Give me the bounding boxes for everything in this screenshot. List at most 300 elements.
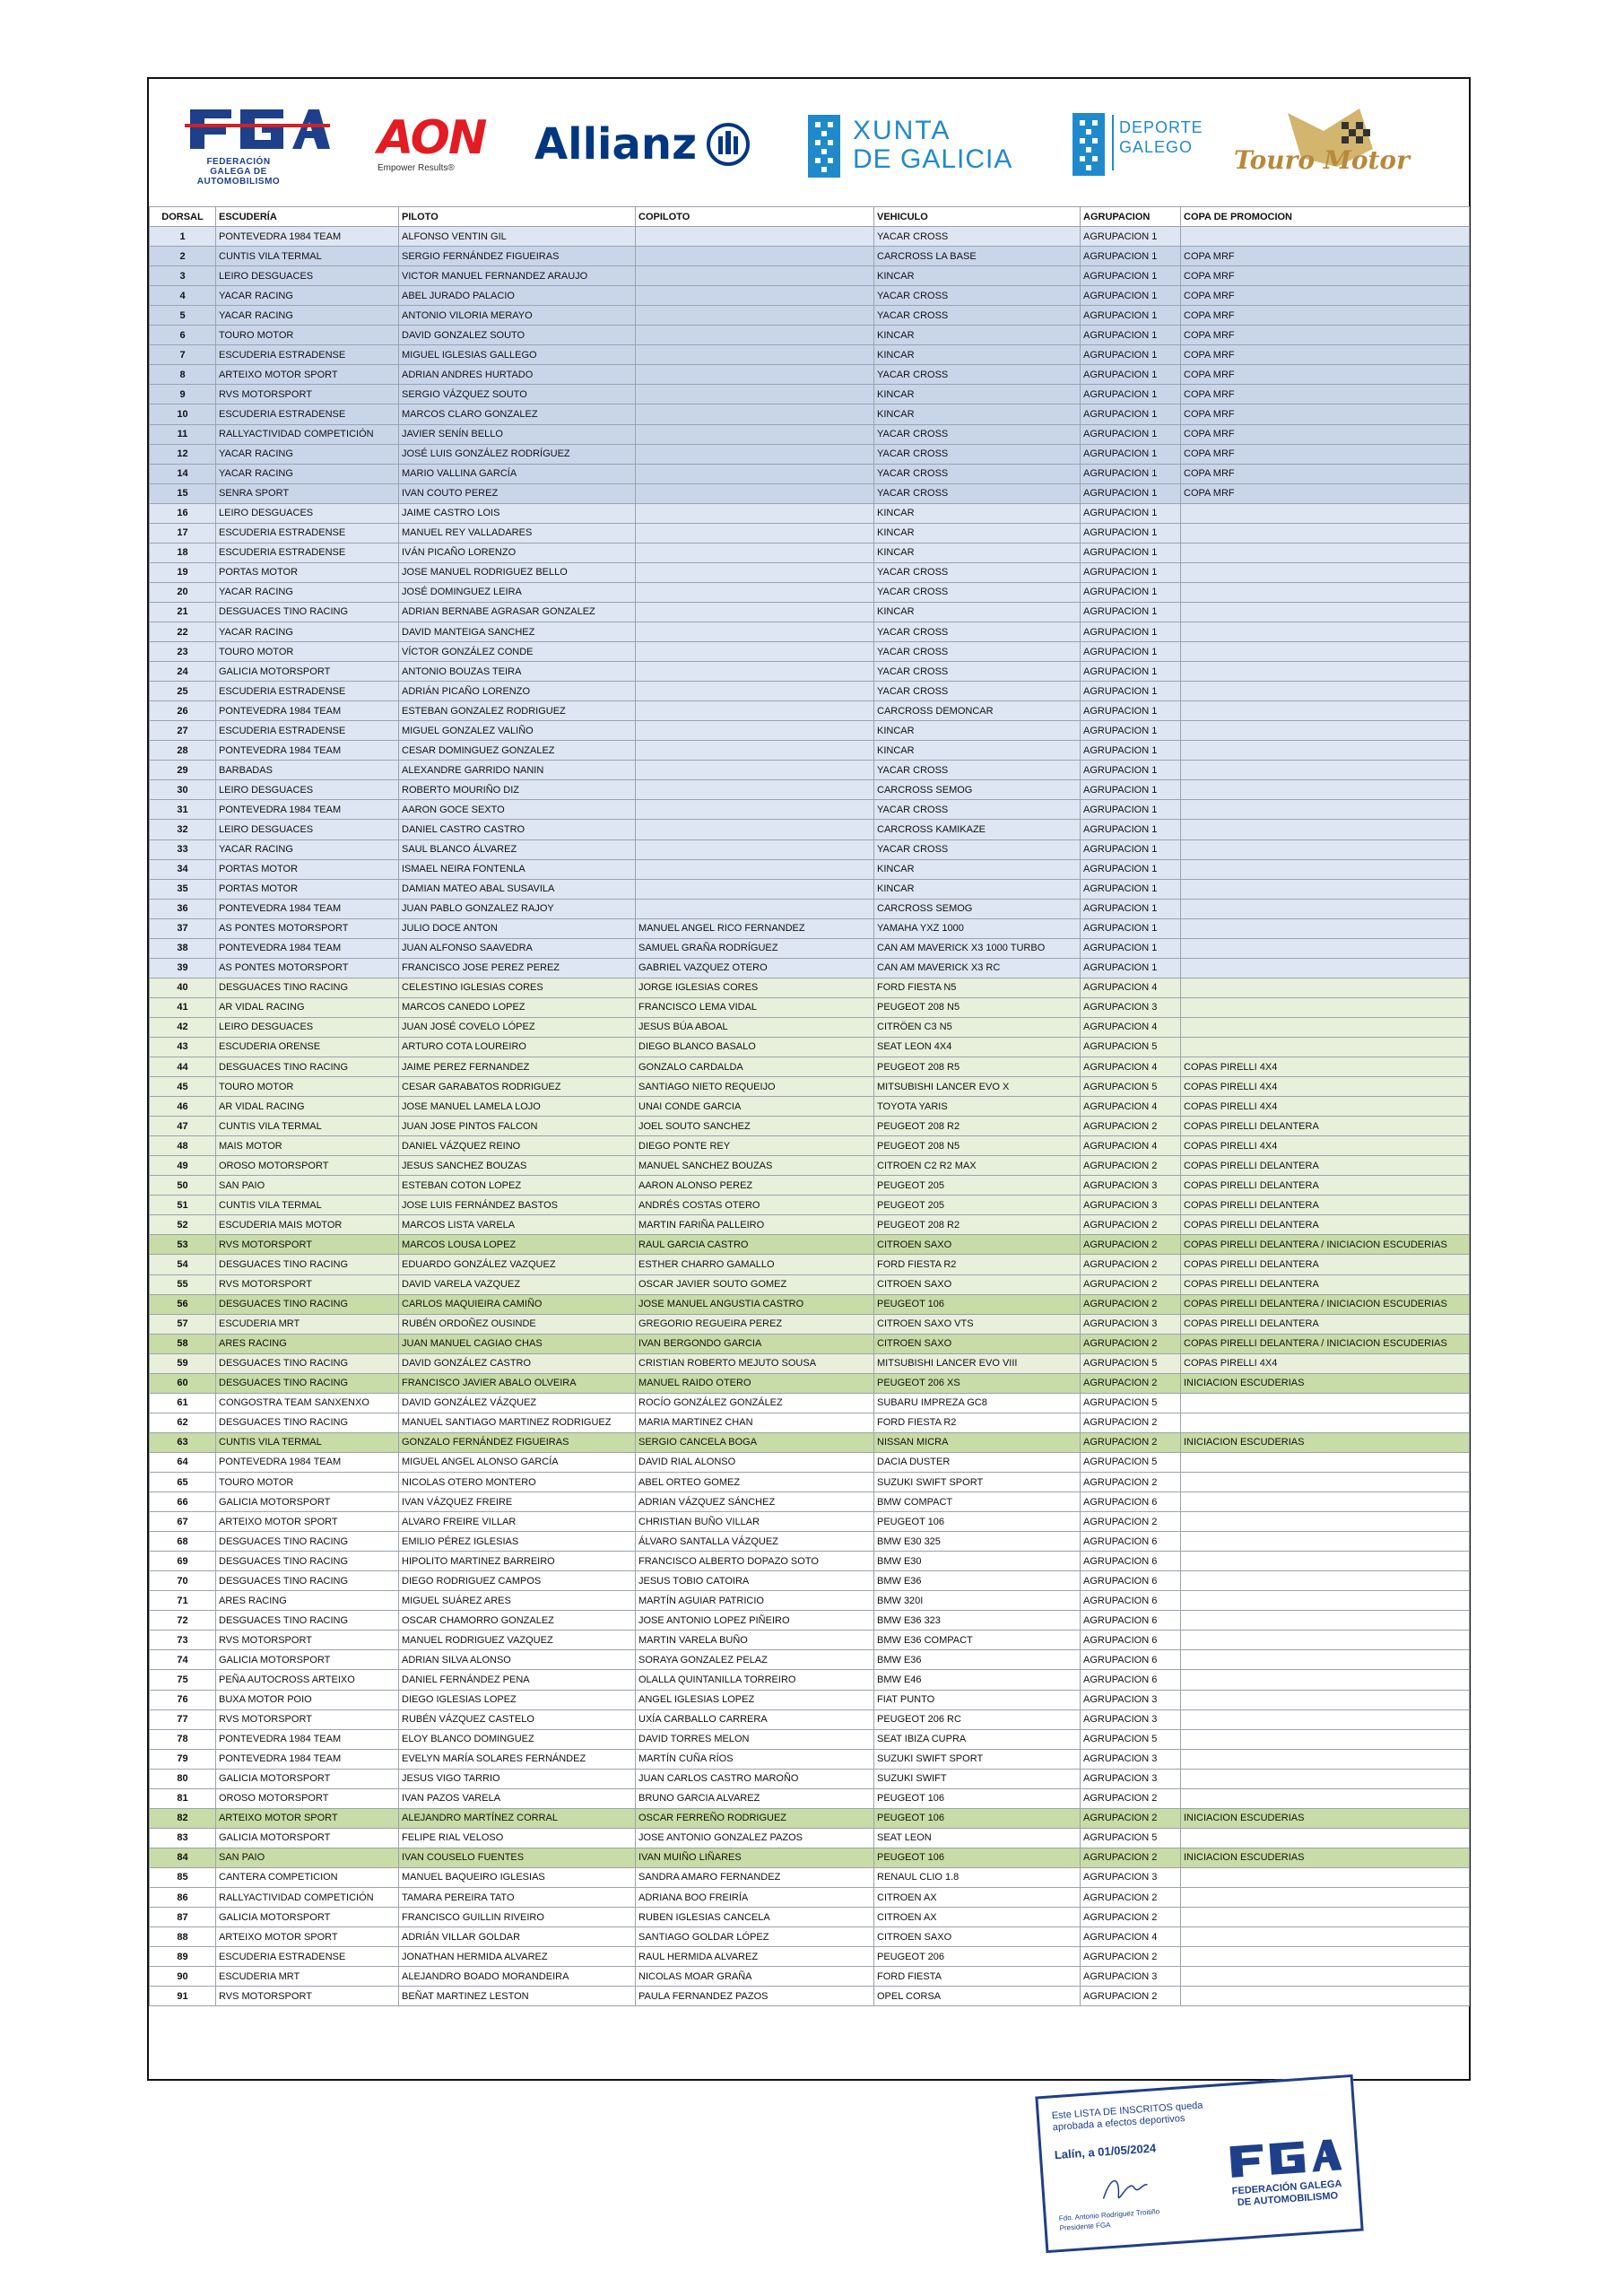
cell-piloto: DAVID GONZÁLEZ VÁZQUEZ bbox=[399, 1393, 636, 1413]
cell-piloto: CARLOS MAQUIEIRA CAMIÑO bbox=[399, 1294, 636, 1314]
cell-dorsal: 68 bbox=[150, 1532, 216, 1552]
table-row bbox=[150, 1492, 1470, 1512]
cell-dorsal: 45 bbox=[150, 1077, 216, 1097]
cell-piloto: DAVID GONZALEZ SOUTO bbox=[399, 326, 636, 345]
cell-piloto: DAMIAN MATEO ABAL SUSAVILA bbox=[399, 879, 636, 899]
cell-copiloto bbox=[636, 345, 874, 365]
table-row bbox=[150, 1432, 1470, 1452]
cell-copiloto bbox=[636, 642, 874, 662]
cell-agrupacion: AGRUPACION 1 bbox=[1081, 958, 1181, 978]
cell-dorsal: 90 bbox=[150, 1967, 216, 1987]
cell-copiloto: SERGIO CANCELA BOGA bbox=[636, 1432, 874, 1452]
cell-dorsal: 73 bbox=[150, 1631, 216, 1650]
header-dorsal: DORSAL bbox=[150, 207, 216, 227]
cell-dorsal: 91 bbox=[150, 1987, 216, 2006]
cell-piloto: BEÑAT MARTINEZ LESTON bbox=[399, 1987, 636, 2006]
cell-piloto: ALFONSO VENTIN GIL bbox=[399, 227, 636, 247]
cell-copiloto: OLALLA QUINTANILLA TORREIRO bbox=[636, 1670, 874, 1690]
cell-vehiculo: PEUGEOT 208 N5 bbox=[874, 997, 1081, 1017]
cell-dorsal: 24 bbox=[150, 662, 216, 682]
cell-dorsal: 54 bbox=[150, 1255, 216, 1274]
cell-escuderia: ESCUDERIA ORENSE bbox=[216, 1037, 399, 1057]
table-row bbox=[150, 1631, 1470, 1650]
table-row bbox=[150, 385, 1470, 404]
cell-piloto: CELESTINO IGLESIAS CORES bbox=[399, 978, 636, 997]
cell-agrupacion: AGRUPACION 2 bbox=[1081, 1334, 1181, 1353]
cell-piloto: JUAN ALFONSO SAAVEDRA bbox=[399, 938, 636, 958]
cell-dorsal: 64 bbox=[150, 1452, 216, 1472]
cell-agrupacion: AGRUPACION 1 bbox=[1081, 543, 1181, 562]
xunta-logo bbox=[808, 113, 1032, 180]
cell-escuderia: LEIRO DESGUACES bbox=[216, 780, 399, 800]
cell-vehiculo: SUBARU IMPREZA GC8 bbox=[874, 1393, 1081, 1413]
cell-agrupacion: AGRUPACION 1 bbox=[1081, 701, 1181, 721]
cell-copa bbox=[1181, 1017, 1470, 1037]
cell-dorsal: 10 bbox=[150, 404, 216, 424]
cell-dorsal: 47 bbox=[150, 1117, 216, 1136]
cell-dorsal: 61 bbox=[150, 1393, 216, 1413]
cell-copiloto bbox=[636, 859, 874, 879]
table-row bbox=[150, 1314, 1470, 1334]
cell-piloto: ADRIAN SILVA ALONSO bbox=[399, 1650, 636, 1670]
cell-copiloto: ABEL ORTEO GOMEZ bbox=[636, 1473, 874, 1492]
cell-copiloto: IVAN MUIÑO LIÑARES bbox=[636, 1848, 874, 1867]
cell-copa bbox=[1181, 543, 1470, 562]
cell-piloto: OSCAR CHAMORRO GONZALEZ bbox=[399, 1611, 636, 1631]
cell-agrupacion: AGRUPACION 2 bbox=[1081, 1294, 1181, 1314]
cell-escuderia: CUNTIS VILA TERMAL bbox=[216, 247, 399, 266]
table-row bbox=[150, 997, 1470, 1017]
cell-agrupacion: AGRUPACION 1 bbox=[1081, 424, 1181, 444]
cell-copa bbox=[1181, 701, 1470, 721]
table-row bbox=[150, 602, 1470, 622]
cell-piloto: IVAN COUTO PEREZ bbox=[399, 483, 636, 503]
cell-copiloto bbox=[636, 582, 874, 602]
cell-vehiculo: YACAR CROSS bbox=[874, 642, 1081, 662]
cell-dorsal: 17 bbox=[150, 523, 216, 543]
table-row bbox=[150, 820, 1470, 839]
cell-agrupacion: AGRUPACION 2 bbox=[1081, 1908, 1181, 1927]
cell-copa bbox=[1181, 1413, 1470, 1432]
cell-copiloto bbox=[636, 503, 874, 523]
cell-dorsal: 66 bbox=[150, 1492, 216, 1512]
cell-copa bbox=[1181, 503, 1470, 523]
cell-escuderia: DESGUACES TINO RACING bbox=[216, 1373, 399, 1393]
cell-agrupacion: AGRUPACION 1 bbox=[1081, 662, 1181, 682]
cell-dorsal: 15 bbox=[150, 483, 216, 503]
cell-agrupacion: AGRUPACION 3 bbox=[1081, 1967, 1181, 1987]
cell-dorsal: 7 bbox=[150, 345, 216, 365]
cell-copiloto: ROCÍO GONZÁLEZ GONZÁLEZ bbox=[636, 1393, 874, 1413]
cell-piloto: MANUEL BAQUEIRO IGLESIAS bbox=[399, 1867, 636, 1887]
cell-dorsal: 36 bbox=[150, 899, 216, 918]
cell-agrupacion: AGRUPACION 1 bbox=[1081, 780, 1181, 800]
cell-copa: COPAS PIRELLI DELANTERA bbox=[1181, 1314, 1470, 1334]
header-agrupacion: AGRUPACION bbox=[1081, 207, 1181, 227]
cell-escuderia: DESGUACES TINO RACING bbox=[216, 1611, 399, 1631]
table-body bbox=[150, 227, 1470, 2006]
cell-piloto: JUAN JOSE PINTOS FALCON bbox=[399, 1117, 636, 1136]
cell-vehiculo: PEUGEOT 208 R2 bbox=[874, 1117, 1081, 1136]
table-row bbox=[150, 662, 1470, 682]
cell-copa bbox=[1181, 1927, 1470, 1947]
cell-vehiculo: FORD FIESTA R2 bbox=[874, 1255, 1081, 1274]
cell-copa: COPAS PIRELLI 4X4 bbox=[1181, 1353, 1470, 1373]
table-row bbox=[150, 582, 1470, 602]
table-row bbox=[150, 227, 1470, 247]
cell-dorsal: 9 bbox=[150, 385, 216, 404]
cell-dorsal: 76 bbox=[150, 1690, 216, 1709]
cell-vehiculo: OPEL CORSA bbox=[874, 1987, 1081, 2006]
table-row bbox=[150, 1117, 1470, 1136]
cell-vehiculo: YACAR CROSS bbox=[874, 464, 1081, 483]
cell-dorsal: 39 bbox=[150, 958, 216, 978]
cell-copa bbox=[1181, 582, 1470, 602]
cell-escuderia: PONTEVEDRA 1984 TEAM bbox=[216, 701, 399, 721]
cell-escuderia: TOURO MOTOR bbox=[216, 642, 399, 662]
cell-vehiculo: BMW E36 bbox=[874, 1571, 1081, 1591]
cell-copa: COPAS PIRELLI DELANTERA bbox=[1181, 1117, 1470, 1136]
table-row bbox=[150, 780, 1470, 800]
cell-vehiculo: PEUGEOT 106 bbox=[874, 1294, 1081, 1314]
cell-copa bbox=[1181, 978, 1470, 997]
cell-dorsal: 86 bbox=[150, 1887, 216, 1907]
cell-vehiculo: SUZUKI SWIFT SPORT bbox=[874, 1473, 1081, 1492]
cell-agrupacion: AGRUPACION 2 bbox=[1081, 1255, 1181, 1274]
cell-piloto: VICTOR MANUEL FERNANDEZ ARAUJO bbox=[399, 266, 636, 286]
cell-copiloto bbox=[636, 780, 874, 800]
cell-copiloto: CHRISTIAN BUÑO VILLAR bbox=[636, 1512, 874, 1532]
cell-escuderia: YACAR RACING bbox=[216, 622, 399, 641]
table-row bbox=[150, 1769, 1470, 1788]
cell-escuderia: PONTEVEDRA 1984 TEAM bbox=[216, 741, 399, 761]
cell-piloto: RUBÉN ORDOÑEZ OUSINDE bbox=[399, 1314, 636, 1334]
cell-dorsal: 53 bbox=[150, 1235, 216, 1255]
cell-copa bbox=[1181, 1611, 1470, 1631]
cell-vehiculo: CAN AM MAVERICK X3 RC bbox=[874, 958, 1081, 978]
cell-copa bbox=[1181, 622, 1470, 641]
stamp-fga-name: FEDERACIÓN GALEGA DE AUTOMOBILISMO bbox=[1231, 2178, 1342, 2209]
cell-dorsal: 19 bbox=[150, 562, 216, 582]
cell-copa bbox=[1181, 938, 1470, 958]
cell-copa: COPAS PIRELLI 4X4 bbox=[1181, 1136, 1470, 1156]
cell-piloto: HIPOLITO MARTINEZ BARREIRO bbox=[399, 1552, 636, 1571]
cell-escuderia: DESGUACES TINO RACING bbox=[216, 1294, 399, 1314]
cell-dorsal: 55 bbox=[150, 1274, 216, 1294]
cell-piloto: FELIPE RIAL VELOSO bbox=[399, 1828, 636, 1848]
cell-copiloto bbox=[636, 483, 874, 503]
cell-agrupacion: AGRUPACION 2 bbox=[1081, 1473, 1181, 1492]
cell-agrupacion: AGRUPACION 1 bbox=[1081, 839, 1181, 859]
cell-dorsal: 37 bbox=[150, 918, 216, 938]
cell-copiloto: SANTIAGO GOLDAR LÓPEZ bbox=[636, 1927, 874, 1947]
cell-vehiculo: FORD FIESTA N5 bbox=[874, 978, 1081, 997]
cell-vehiculo: MITSUBISHI LANCER EVO X bbox=[874, 1077, 1081, 1097]
cell-escuderia: PONTEVEDRA 1984 TEAM bbox=[216, 899, 399, 918]
cell-copa bbox=[1181, 1749, 1470, 1769]
table-row bbox=[150, 1294, 1470, 1314]
cell-copiloto: AARON ALONSO PEREZ bbox=[636, 1176, 874, 1196]
cell-escuderia: ESCUDERIA MRT bbox=[216, 1314, 399, 1334]
cell-piloto: JULIO DOCE ANTON bbox=[399, 918, 636, 938]
cell-escuderia: YACAR RACING bbox=[216, 444, 399, 464]
cell-copa: COPA MRF bbox=[1181, 286, 1470, 306]
cell-copiloto: MARTÍN AGUIAR PATRICIO bbox=[636, 1591, 874, 1611]
cell-vehiculo: YACAR CROSS bbox=[874, 483, 1081, 503]
cell-piloto: RUBÉN VÁZQUEZ CASTELO bbox=[399, 1709, 636, 1729]
cell-piloto: SERGIO FERNÁNDEZ FIGUEIRAS bbox=[399, 247, 636, 266]
aon-logo-tagline: Empower Results® bbox=[378, 163, 455, 173]
cell-vehiculo: DACIA DUSTER bbox=[874, 1452, 1081, 1472]
cell-dorsal: 69 bbox=[150, 1552, 216, 1571]
cell-dorsal: 59 bbox=[150, 1353, 216, 1373]
cell-copa: COPAS PIRELLI DELANTERA bbox=[1181, 1215, 1470, 1235]
cell-vehiculo: CARCROSS KAMIKAZE bbox=[874, 820, 1081, 839]
cell-agrupacion: AGRUPACION 1 bbox=[1081, 306, 1181, 326]
cell-escuderia: PONTEVEDRA 1984 TEAM bbox=[216, 1749, 399, 1769]
table-row bbox=[150, 1017, 1470, 1037]
cell-agrupacion: AGRUPACION 1 bbox=[1081, 444, 1181, 464]
cell-vehiculo: KINCAR bbox=[874, 721, 1081, 741]
stamp-signer: Fdo. Antonio Rodríguez Troitiño bbox=[1058, 2207, 1160, 2223]
cell-copiloto: ÁLVARO SANTALLA VÁZQUEZ bbox=[636, 1532, 874, 1552]
table-row bbox=[150, 1709, 1470, 1729]
cell-copiloto: RAUL HERMIDA ALVAREZ bbox=[636, 1947, 874, 1967]
cell-vehiculo: KINCAR bbox=[874, 523, 1081, 543]
table-row bbox=[150, 701, 1470, 721]
cell-dorsal: 5 bbox=[150, 306, 216, 326]
cell-agrupacion: AGRUPACION 1 bbox=[1081, 859, 1181, 879]
cell-vehiculo: CITROEN SAXO bbox=[874, 1274, 1081, 1294]
cell-dorsal: 85 bbox=[150, 1867, 216, 1887]
cell-agrupacion: AGRUPACION 1 bbox=[1081, 820, 1181, 839]
cell-dorsal: 77 bbox=[150, 1709, 216, 1729]
table-row bbox=[150, 1552, 1470, 1571]
cell-piloto: SERGIO VÁZQUEZ SOUTO bbox=[399, 385, 636, 404]
cell-agrupacion: AGRUPACION 6 bbox=[1081, 1611, 1181, 1631]
table-row bbox=[150, 938, 1470, 958]
cell-dorsal: 46 bbox=[150, 1097, 216, 1117]
cell-piloto: TAMARA PEREIRA TATO bbox=[399, 1887, 636, 1907]
cell-copiloto: SAMUEL GRAÑA RODRÍGUEZ bbox=[636, 938, 874, 958]
deporte-galego-crest-icon bbox=[1073, 113, 1105, 176]
cell-copiloto bbox=[636, 266, 874, 286]
cell-escuderia: PONTEVEDRA 1984 TEAM bbox=[216, 938, 399, 958]
table-row bbox=[150, 1235, 1470, 1255]
cell-piloto: FRANCISCO JOSE PEREZ PEREZ bbox=[399, 958, 636, 978]
cell-vehiculo: PEUGEOT 106 bbox=[874, 1808, 1081, 1828]
cell-escuderia: DESGUACES TINO RACING bbox=[216, 1552, 399, 1571]
table-row bbox=[150, 1274, 1470, 1294]
cell-piloto: JAIME CASTRO LOIS bbox=[399, 503, 636, 523]
table-row bbox=[150, 1512, 1470, 1532]
cell-dorsal: 56 bbox=[150, 1294, 216, 1314]
cell-piloto: EMILIO PÉREZ IGLESIAS bbox=[399, 1532, 636, 1552]
cell-agrupacion: AGRUPACION 2 bbox=[1081, 1808, 1181, 1828]
table-row bbox=[150, 978, 1470, 997]
cell-copa: COPA MRF bbox=[1181, 247, 1470, 266]
cell-piloto: ADRIAN ANDRES HURTADO bbox=[399, 365, 636, 385]
cell-escuderia: ARES RACING bbox=[216, 1334, 399, 1353]
cell-dorsal: 3 bbox=[150, 266, 216, 286]
deporte-line2: GALEGO bbox=[1119, 138, 1194, 156]
cell-piloto: MANUEL RODRIGUEZ VAZQUEZ bbox=[399, 1631, 636, 1650]
cell-dorsal: 34 bbox=[150, 859, 216, 879]
cell-dorsal: 38 bbox=[150, 938, 216, 958]
cell-vehiculo: CITROEN SAXO bbox=[874, 1235, 1081, 1255]
table-row bbox=[150, 1828, 1470, 1848]
cell-copiloto bbox=[636, 899, 874, 918]
cell-copiloto bbox=[636, 523, 874, 543]
cell-copiloto bbox=[636, 306, 874, 326]
cell-vehiculo: YACAR CROSS bbox=[874, 800, 1081, 820]
table-row bbox=[150, 642, 1470, 662]
cell-piloto: ABEL JURADO PALACIO bbox=[399, 286, 636, 306]
cell-copa bbox=[1181, 602, 1470, 622]
cell-vehiculo: SEAT LEON 4X4 bbox=[874, 1037, 1081, 1057]
fga-logo-mark bbox=[185, 106, 333, 152]
table-row bbox=[150, 365, 1470, 385]
cell-dorsal: 12 bbox=[150, 444, 216, 464]
cell-piloto: ESTEBAN GONZALEZ RODRIGUEZ bbox=[399, 701, 636, 721]
cell-copa: COPA MRF bbox=[1181, 483, 1470, 503]
cell-dorsal: 48 bbox=[150, 1136, 216, 1156]
allianz-logo bbox=[534, 119, 768, 173]
cell-piloto: ARTURO COTA LOUREIRO bbox=[399, 1037, 636, 1057]
cell-escuderia: PEÑA AUTOCROSS ARTEIXO bbox=[216, 1670, 399, 1690]
cell-piloto: ISMAEL NEIRA FONTENLA bbox=[399, 859, 636, 879]
cell-escuderia: RALLYACTIVIDAD COMPETICIÓN bbox=[216, 1887, 399, 1907]
cell-copa bbox=[1181, 859, 1470, 879]
cell-vehiculo: PEUGEOT 208 R2 bbox=[874, 1215, 1081, 1235]
stamp-approval-text: Este LISTA DE INSCRITOS queda aprobada a efectos deportivos bbox=[1051, 2100, 1203, 2134]
cell-piloto: ADRIÁN PICAÑO LORENZO bbox=[399, 682, 636, 701]
cell-escuderia: ARES RACING bbox=[216, 1591, 399, 1611]
table-row bbox=[150, 286, 1470, 306]
cell-dorsal: 87 bbox=[150, 1908, 216, 1927]
cell-agrupacion: AGRUPACION 5 bbox=[1081, 1077, 1181, 1097]
cell-escuderia: CUNTIS VILA TERMAL bbox=[216, 1432, 399, 1452]
cell-copiloto bbox=[636, 820, 874, 839]
header-piloto: PILOTO bbox=[399, 207, 636, 227]
cell-copa bbox=[1181, 1393, 1470, 1413]
cell-piloto: MIGUEL GONZALEZ VALIÑO bbox=[399, 721, 636, 741]
table-row bbox=[150, 1215, 1470, 1235]
cell-copa: COPAS PIRELLI DELANTERA bbox=[1181, 1255, 1470, 1274]
cell-vehiculo: YAMAHA YXZ 1000 bbox=[874, 918, 1081, 938]
cell-vehiculo: BMW E36 bbox=[874, 1650, 1081, 1670]
header-escuderia: ESCUDERÍA bbox=[216, 207, 399, 227]
cell-vehiculo: PEUGEOT 206 RC bbox=[874, 1709, 1081, 1729]
table-row bbox=[150, 1650, 1470, 1670]
cell-copiloto: ESTHER CHARRO GAMALLO bbox=[636, 1255, 874, 1274]
cell-vehiculo: KINCAR bbox=[874, 543, 1081, 562]
cell-copiloto: RAUL GARCIA CASTRO bbox=[636, 1235, 874, 1255]
table-row bbox=[150, 918, 1470, 938]
cell-agrupacion: AGRUPACION 1 bbox=[1081, 464, 1181, 483]
cell-agrupacion: AGRUPACION 1 bbox=[1081, 622, 1181, 641]
cell-copiloto bbox=[636, 622, 874, 641]
cell-vehiculo: PEUGEOT 206 XS bbox=[874, 1373, 1081, 1393]
header-vehiculo: VEHICULO bbox=[874, 207, 1081, 227]
cell-dorsal: 71 bbox=[150, 1591, 216, 1611]
cell-piloto: CESAR DOMINGUEZ GONZALEZ bbox=[399, 741, 636, 761]
cell-copa bbox=[1181, 820, 1470, 839]
table-row bbox=[150, 859, 1470, 879]
cell-piloto: ESTEBAN COTON LOPEZ bbox=[399, 1176, 636, 1196]
cell-escuderia: ESCUDERIA ESTRADENSE bbox=[216, 721, 399, 741]
cell-piloto: ANTONIO BOUZAS TEIRA bbox=[399, 662, 636, 682]
cell-escuderia: DESGUACES TINO RACING bbox=[216, 1057, 399, 1077]
cell-piloto: ROBERTO MOURIÑO DIZ bbox=[399, 780, 636, 800]
cell-agrupacion: AGRUPACION 6 bbox=[1081, 1591, 1181, 1611]
cell-vehiculo: BMW E46 bbox=[874, 1670, 1081, 1690]
cell-piloto: JUAN JOSÉ COVELO LÓPEZ bbox=[399, 1017, 636, 1037]
cell-copa: COPA MRF bbox=[1181, 444, 1470, 464]
cell-copa bbox=[1181, 1037, 1470, 1057]
cell-agrupacion: AGRUPACION 1 bbox=[1081, 602, 1181, 622]
cell-dorsal: 2 bbox=[150, 247, 216, 266]
table-row bbox=[150, 1373, 1470, 1393]
cell-copa bbox=[1181, 1769, 1470, 1788]
cell-copiloto: ADRIANA BOO FREIRÍA bbox=[636, 1887, 874, 1907]
cell-agrupacion: AGRUPACION 6 bbox=[1081, 1552, 1181, 1571]
cell-escuderia: PORTAS MOTOR bbox=[216, 562, 399, 582]
table-row bbox=[150, 247, 1470, 266]
cell-agrupacion: AGRUPACION 4 bbox=[1081, 1057, 1181, 1077]
cell-copa bbox=[1181, 227, 1470, 247]
cell-piloto: JOSE MANUEL LAMELA LOJO bbox=[399, 1097, 636, 1117]
cell-copiloto: JOSE ANTONIO GONZALEZ PAZOS bbox=[636, 1828, 874, 1848]
cell-escuderia: MAIS MOTOR bbox=[216, 1136, 399, 1156]
cell-agrupacion: AGRUPACION 2 bbox=[1081, 1848, 1181, 1867]
table-row bbox=[150, 741, 1470, 761]
cell-copa: COPA MRF bbox=[1181, 365, 1470, 385]
cell-vehiculo: YACAR CROSS bbox=[874, 839, 1081, 859]
cell-agrupacion: AGRUPACION 1 bbox=[1081, 503, 1181, 523]
cell-vehiculo: CAN AM MAVERICK X3 1000 TURBO bbox=[874, 938, 1081, 958]
cell-dorsal: 4 bbox=[150, 286, 216, 306]
table-row bbox=[150, 424, 1470, 444]
table-row bbox=[150, 1611, 1470, 1631]
table-row bbox=[150, 879, 1470, 899]
cell-agrupacion: AGRUPACION 3 bbox=[1081, 1176, 1181, 1196]
cell-copa bbox=[1181, 918, 1470, 938]
table-row bbox=[150, 1848, 1470, 1867]
cell-copiloto: GONZALO CARDALDA bbox=[636, 1057, 874, 1077]
cell-vehiculo: PEUGEOT 106 bbox=[874, 1788, 1081, 1808]
cell-escuderia: BARBADAS bbox=[216, 761, 399, 780]
cell-vehiculo: KINCAR bbox=[874, 345, 1081, 365]
cell-agrupacion: AGRUPACION 5 bbox=[1081, 1452, 1181, 1472]
cell-vehiculo: YACAR CROSS bbox=[874, 582, 1081, 602]
cell-agrupacion: AGRUPACION 4 bbox=[1081, 1927, 1181, 1947]
cell-escuderia: BUXA MOTOR POIO bbox=[216, 1690, 399, 1709]
cell-copa bbox=[1181, 523, 1470, 543]
cell-vehiculo: CITROEN AX bbox=[874, 1887, 1081, 1907]
cell-escuderia: RVS MOTORSPORT bbox=[216, 385, 399, 404]
cell-vehiculo: PEUGEOT 106 bbox=[874, 1512, 1081, 1532]
cell-dorsal: 29 bbox=[150, 761, 216, 780]
cell-copa bbox=[1181, 1908, 1470, 1927]
cell-escuderia: GALICIA MOTORSPORT bbox=[216, 1908, 399, 1927]
table-row bbox=[150, 1571, 1470, 1591]
cell-vehiculo: PEUGEOT 106 bbox=[874, 1848, 1081, 1867]
cell-escuderia: ARTEIXO MOTOR SPORT bbox=[216, 1512, 399, 1532]
cell-dorsal: 67 bbox=[150, 1512, 216, 1532]
cell-piloto: DANIEL CASTRO CASTRO bbox=[399, 820, 636, 839]
entry-list-table bbox=[149, 206, 1470, 2006]
